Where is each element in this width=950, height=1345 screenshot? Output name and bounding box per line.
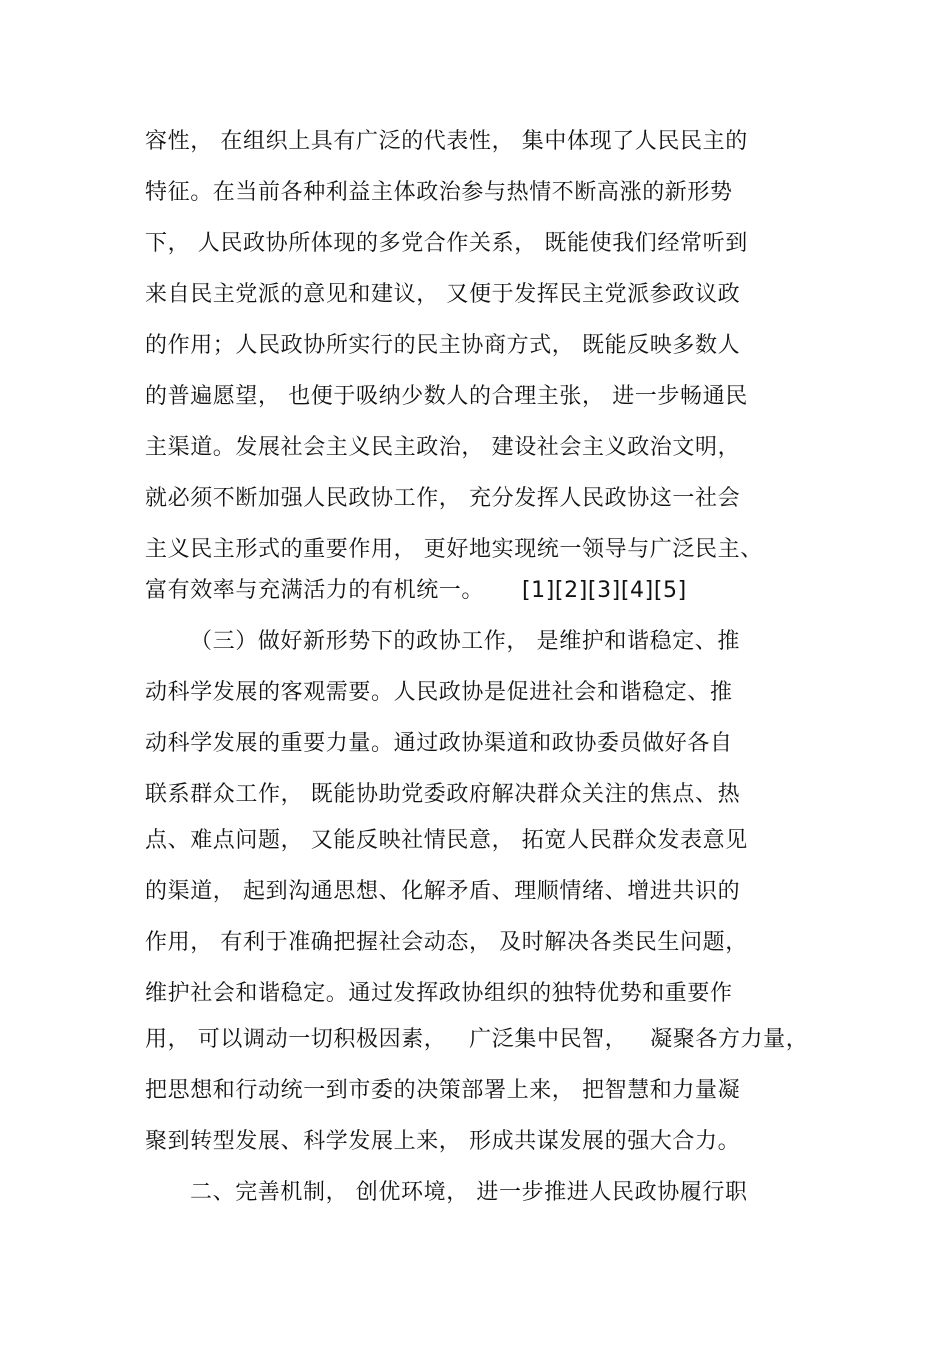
section-heading: 二、完善机制， 创优环境， 进一步推进人民政协履行职 [190, 1180, 748, 1205]
text-line: 的作用；人民政协所实行的民主协商方式， 既能反映多数人 [145, 333, 741, 358]
text-line: 特征。在当前各种利益主体政治参与热情不断高涨的新形势 [145, 180, 733, 205]
text-line: 主义民主形式的重要作用， 更好地实现统一领导与广泛民主、 [145, 537, 763, 562]
text-line: 维护社会和谐稳定。通过发挥政协组织的独特优势和重要作 [145, 981, 733, 1006]
text-line: 动科学发展的客观需要。人民政协是促进社会和谐稳定、推 [145, 680, 733, 705]
text-line: 把思想和行动统一到市委的决策部署上来， 把智慧和力量凝 [145, 1078, 741, 1103]
text-line: 就必须不断加强人民政协工作， 充分发挥人民政协这一社会 [145, 486, 741, 511]
text-line-with-citations: 富有效率与充满活力的有机统一。 [1][2][3][4][5] [145, 578, 687, 603]
text-line: 点、难点问题， 又能反映社情民意， 拓宽人民群众发表意见 [145, 828, 748, 853]
text-line: 的普遍愿望， 也便于吸纳少数人的合理主张， 进一步畅通民 [145, 384, 748, 409]
text-line: 的渠道， 起到沟通思想、化解矛盾、理顺情绪、增进共识的 [145, 879, 741, 904]
text-line: 联系群众工作， 既能协助党委政府解决群众关注的焦点、热 [145, 782, 741, 807]
text-line: 主渠道。发展社会主义民主政治， 建设社会主义政治文明， [145, 435, 741, 460]
text-line: 容性， 在组织上具有广泛的代表性， 集中体现了人民民主的 [145, 129, 748, 154]
text-line: 来自民主党派的意见和建议， 又便于发挥民主党派参政议政 [145, 282, 741, 307]
text-line: 聚到转型发展、科学发展上来， 形成共谋发展的强大合力。 [145, 1129, 741, 1154]
text-line: 作用， 有利于准确把握社会动态， 及时解决各类民生问题， [145, 930, 748, 955]
text-line: 下， 人民政协所体现的多党合作关系， 既能使我们经常听到 [145, 231, 748, 256]
paragraph-first-line: （三）做好新形势下的政协工作， 是维护和谐稳定、推 [190, 629, 740, 654]
text-line: 动科学发展的重要力量。通过政协渠道和政协委员做好各自 [145, 731, 733, 756]
text-line: 用， 可以调动一切积极因素， 广泛集中民智， 凝聚各方力量， [145, 1027, 809, 1052]
